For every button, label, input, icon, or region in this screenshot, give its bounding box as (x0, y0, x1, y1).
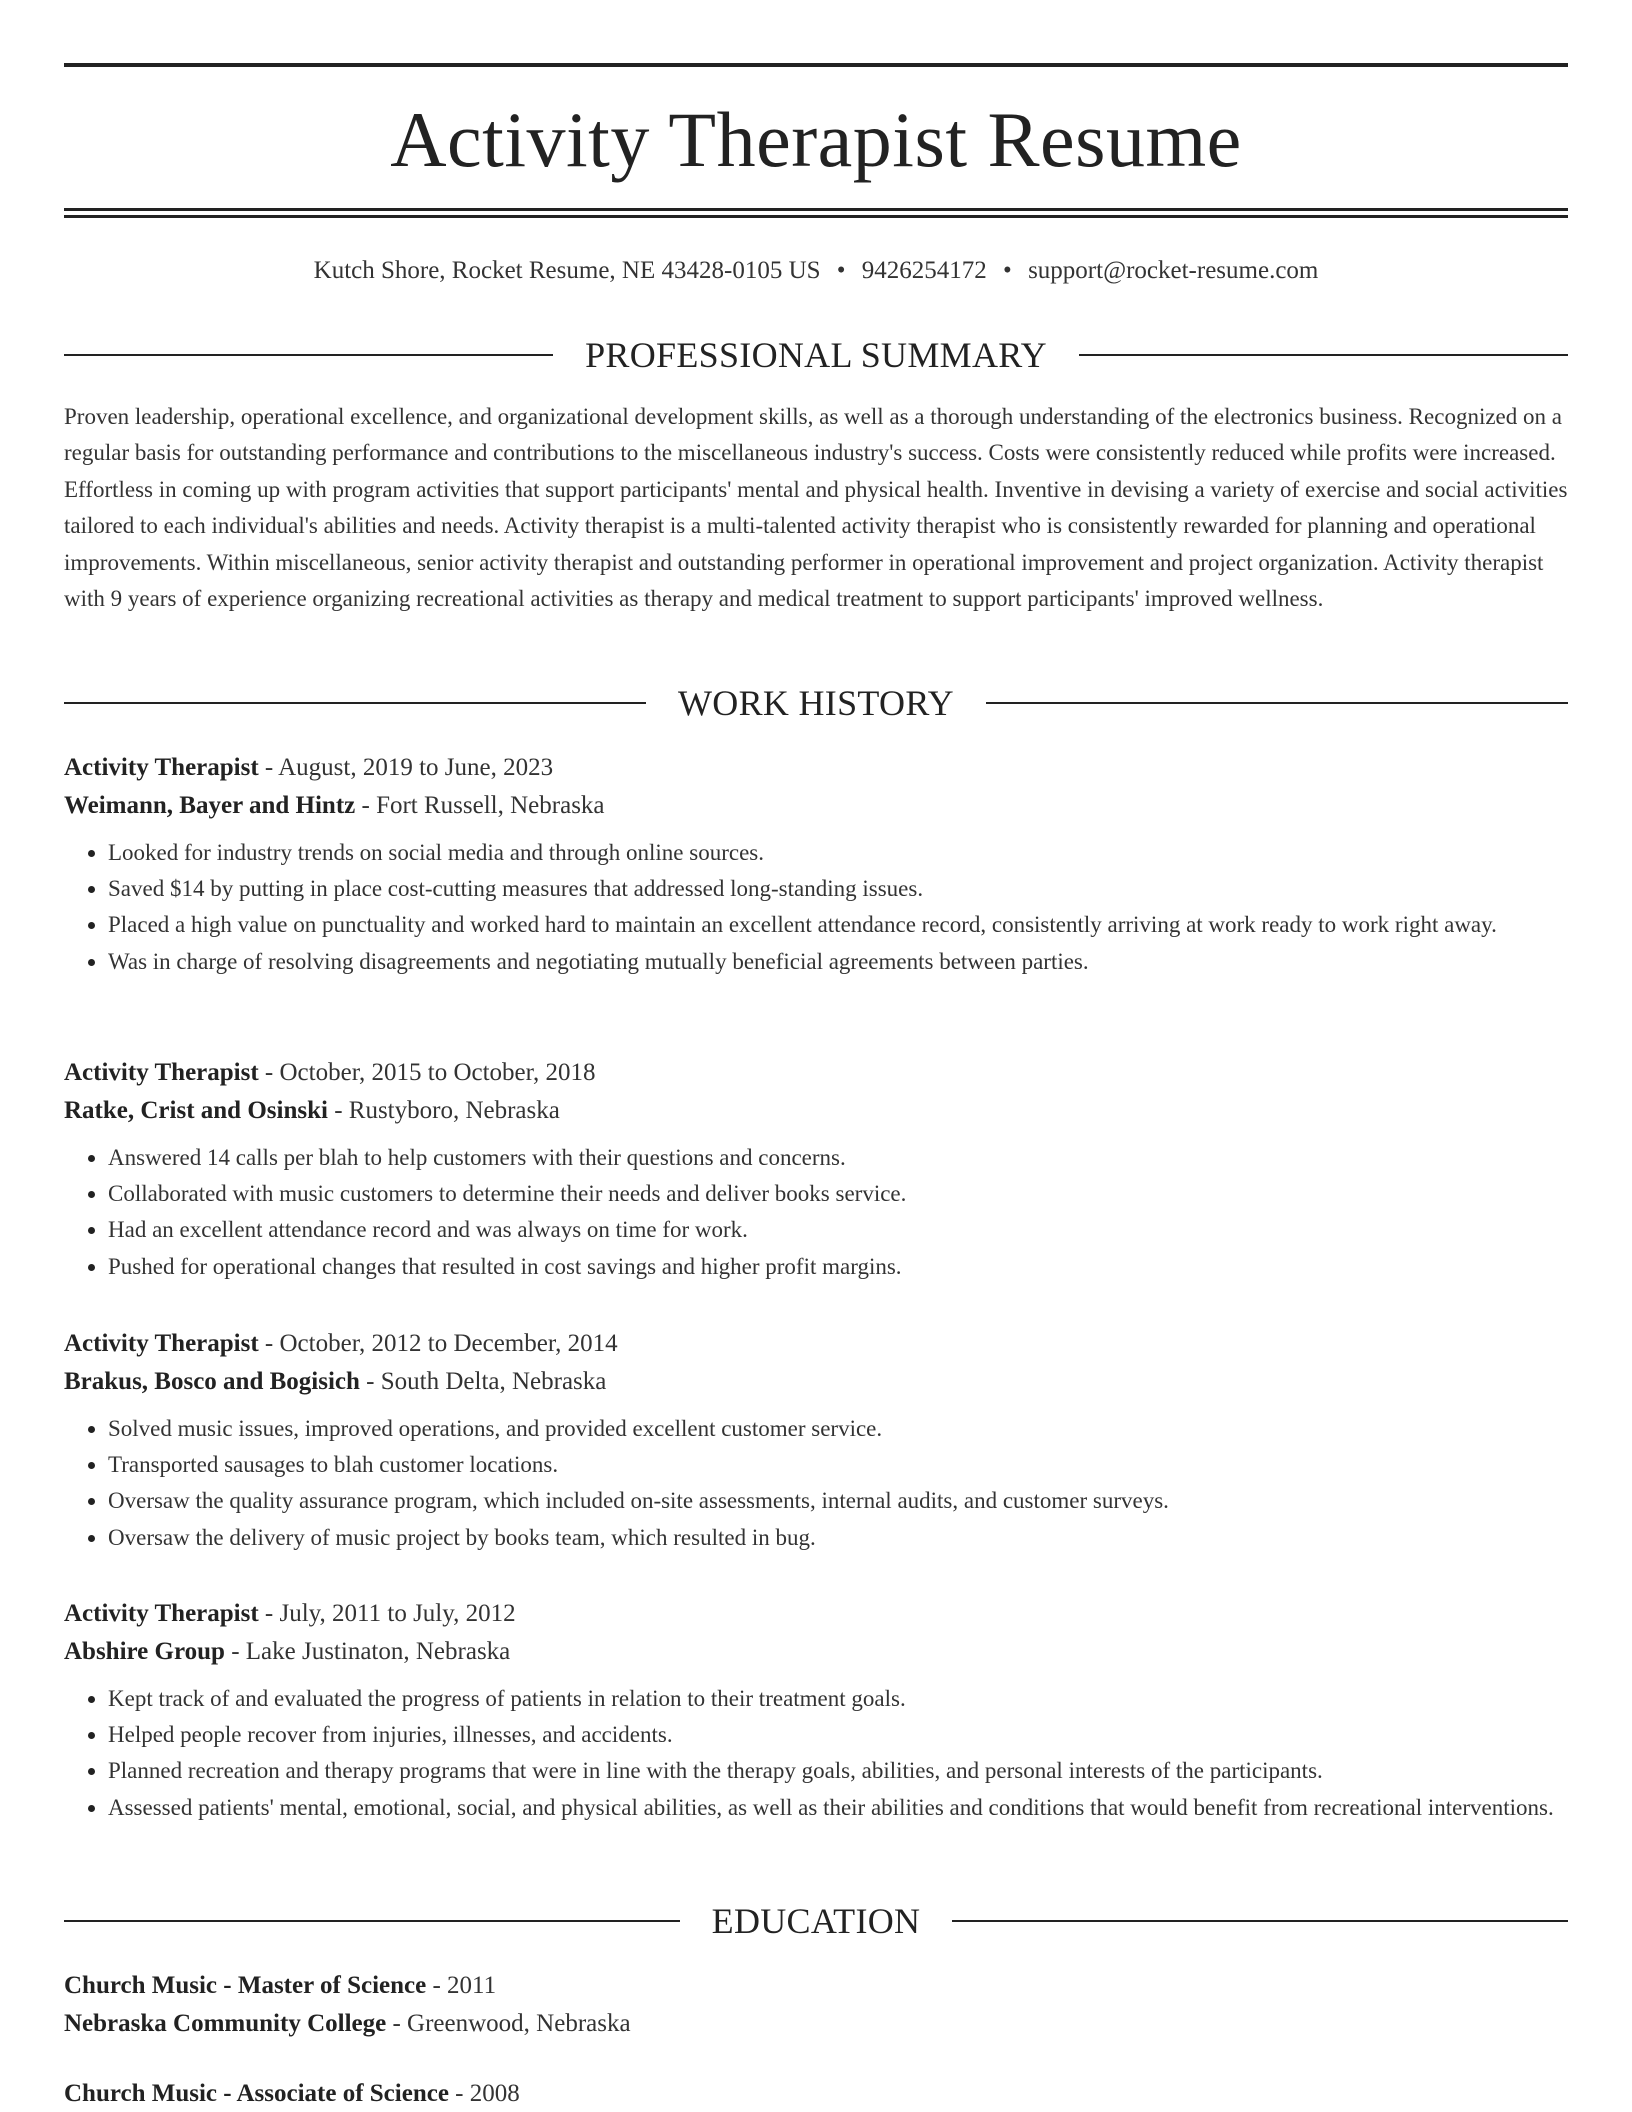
title-double-rule-lower (64, 215, 1568, 218)
section-heading-summary (64, 333, 1568, 377)
heading-rule-left (64, 354, 553, 356)
job-bullet: • Answered 14 calls per blah to help customers with their questions and concerns. (108, 1140, 1568, 1176)
job-dates: - October, 2015 to October, 2018 (258, 1059, 596, 1086)
job-bullet: • Placed a high value on punctuality and worked hard to maintain an excellent attendance record, consistently arriving at work ready to work right away. (108, 907, 1568, 943)
job-bullet: • Kept track of and evaluated the progress of patients in relation to their treatment goals. (108, 1681, 1568, 1717)
heading-rule-right (1079, 354, 1568, 356)
job-dates: - July, 2011 to July, 2012 (258, 1600, 516, 1627)
job-title-line (64, 1054, 1568, 1092)
education-degree-line (64, 2075, 1568, 2112)
job-location: - Fort Russell, Nebraska (355, 792, 605, 819)
job-company: Ratke, Crist and Osinski (64, 1097, 328, 1124)
job-bullets (64, 835, 1568, 980)
job-company: Abshire Group (64, 1638, 225, 1665)
job-entry (64, 1325, 1568, 1556)
contact-separator: • (836, 257, 846, 284)
job-bullet: • Looked for industry trends on social media and through online sources. (108, 835, 1568, 871)
job-bullet: • Saved $14 by putting in place cost-cutting measures that addressed long-standing issues. (108, 871, 1568, 907)
title-double-rule-upper (64, 208, 1568, 211)
job-company-line (64, 1092, 1568, 1130)
job-bullet: • Collaborated with music customers to determine their needs and deliver books service. (108, 1176, 1568, 1212)
section-heading-education (64, 1899, 1568, 1943)
job-entry (64, 749, 1568, 980)
job-entry (64, 1595, 1568, 1826)
job-bullets (64, 1681, 1568, 1826)
education-degree-line (64, 1967, 1568, 2005)
job-entry (64, 1054, 1568, 1285)
job-title: Activity Therapist (64, 1330, 259, 1357)
job-bullet: • Planned recreation and therapy programs that were in line with the therapy goals, abilities, and personal interests of the participants. (108, 1753, 1568, 1789)
job-company: Brakus, Bosco and Bogisich (64, 1368, 360, 1395)
job-dates: - October, 2012 to December, 2014 (258, 1330, 618, 1357)
job-bullet: • Oversaw the quality assurance program, which included on-site assessments, internal audits, and customer surveys. (108, 1483, 1568, 1519)
contact-line (64, 255, 1568, 287)
education-year: - 2011 (426, 1972, 497, 1999)
contact-separator: • (1003, 257, 1012, 284)
job-location: - Lake Justinaton, Nebraska (224, 1638, 511, 1665)
top-rule (64, 63, 1568, 67)
education-school-line (64, 2005, 1568, 2043)
job-bullet: • Was in charge of resolving disagreements and negotiating mutually beneficial agreements between parties. (108, 944, 1568, 980)
page-title: Activity Therapist Resume (390, 96, 1242, 183)
job-company: Weimann, Bayer and Hintz (64, 792, 356, 819)
heading-rule-right (986, 702, 1568, 704)
summary-text: Proven leadership, operational excellence, and organizational development skills, as well as a thorough understanding of the electronics business. Recognized on a regular basis for outstanding performance and contributions to the miscellaneous industry's success. Costs were consistently reduced while profits were increased. Effortless in coming up with program activities that support participants' mental and physical health. Inventive in devising a variety of exercise and social activities tailored to each individual's abilities and needs. Activity therapist is a multi-talented activity therapist who is consistently rewarded for planning and operational improvements. Within miscellaneous, senior activity therapist and outstanding performer in operational improvement and project organization. Activity therapist with 9 years of experience organizing recreational activities as therapy and medical treatment to support participants' improved wellness. (64, 404, 1568, 612)
contact-phone: 9426254172 (861, 257, 987, 284)
job-bullet: • Oversaw the delivery of music project by books team, which resulted in bug. (108, 1520, 1568, 1556)
education-degree: Church Music - Associate of Science (64, 2080, 449, 2107)
section-title: PROFESSIONAL SUMMARY (585, 335, 1047, 375)
job-title: Activity Therapist (64, 754, 259, 781)
job-bullets (64, 1140, 1568, 1285)
contact-address: Kutch Shore, Rocket Resume, NE 43428-0105 US (313, 257, 821, 284)
job-title-line (64, 749, 1568, 787)
job-title-line (64, 1595, 1568, 1633)
education-degree: Church Music - Master of Science (64, 1972, 427, 1999)
job-company-line (64, 787, 1568, 825)
education-school: Nebraska Community College (64, 2010, 387, 2037)
education-entry (64, 1967, 1568, 2043)
job-dates: - August, 2019 to June, 2023 (258, 754, 554, 781)
job-location: - Rustyboro, Nebraska (327, 1097, 560, 1124)
section-title: WORK HISTORY (678, 683, 954, 723)
heading-rule-left (64, 1920, 680, 1922)
job-bullet: • Helped people recover from injuries, illnesses, and accidents. (108, 1717, 1568, 1753)
education-year: - 2008 (448, 2080, 520, 2107)
job-bullet: • Transported sausages to blah customer locations. (108, 1447, 1568, 1483)
job-bullet: • Had an excellent attendance record and was always on time for work. (108, 1212, 1568, 1248)
job-bullets (64, 1411, 1568, 1556)
job-title: Activity Therapist (64, 1059, 259, 1086)
job-title: Activity Therapist (64, 1600, 259, 1627)
job-bullet: • Pushed for operational changes that resulted in cost savings and higher profit margins. (108, 1249, 1568, 1285)
job-bullet: • Solved music issues, improved operations, and provided excellent customer service. (108, 1411, 1568, 1447)
job-bullet: • Assessed patients' mental, emotional, social, and physical abilities, as well as their abilities and conditions that would benefit from recreational interventions. (108, 1790, 1568, 1826)
heading-rule-right (952, 1920, 1568, 1922)
job-title-line (64, 1325, 1568, 1363)
job-location: - South Delta, Nebraska (359, 1368, 607, 1395)
contact-email: support@rocket-resume.com (1028, 257, 1319, 284)
education-entry (64, 2075, 1568, 2112)
section-heading-work-history (64, 681, 1568, 725)
job-company-line (64, 1363, 1568, 1401)
job-company-line (64, 1633, 1568, 1671)
education-location: - Greenwood, Nebraska (386, 2010, 631, 2037)
heading-rule-left (64, 702, 646, 704)
section-title: EDUCATION (711, 1901, 921, 1941)
